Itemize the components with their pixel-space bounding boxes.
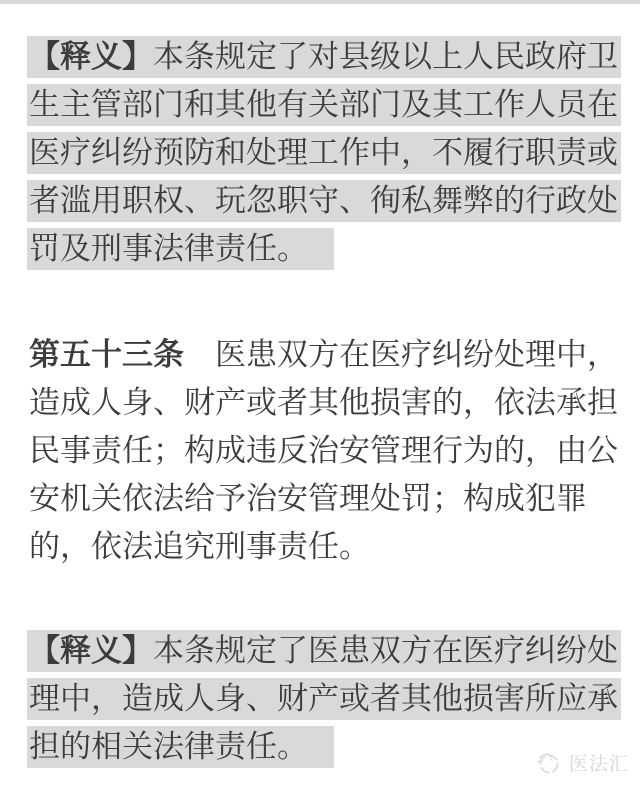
cropped-highlight-strip (0, 0, 640, 4)
text-line: 担的相关法律责任。 (27, 721, 622, 769)
bold-clause-label: 【释义】 (29, 38, 153, 74)
watermark (535, 749, 629, 776)
text-line: 第五十三条 医患双方在医疗纠纷处理中， (29, 336, 618, 372)
article-body (27, 31, 622, 769)
text-line: 造成人身、财产或者其他损害的，依法承担 (29, 384, 618, 420)
text-line: 的，依法追究刑事责任。 (29, 528, 370, 564)
paragraph-article-53 (27, 329, 622, 569)
text-line: 民事责任；构成违反治安管理行为的，由公 (29, 432, 618, 468)
text-line: 者滥用职权、玩忽职守、徇私舞弊的行政处 (27, 175, 622, 223)
yifahui-bird-logo-icon (535, 749, 562, 776)
watermark-label: 医法汇 (568, 754, 629, 775)
text-line: 安机关依法给予治安管理处罚；构成犯罪 (29, 480, 587, 516)
text-line: 理中，造成人身、财产或者其他损害所应承 (27, 673, 622, 721)
paragraph-shiyi-article-53 (27, 625, 622, 769)
text-line: 【释义】本条规定了医患双方在医疗纠纷处 (27, 625, 622, 673)
bold-clause-label: 【释义】 (29, 632, 153, 668)
text-line: 【释义】本条规定了对县级以上人民政府卫 (27, 31, 622, 79)
bold-clause-label: 第五十三条 (29, 336, 184, 372)
text-line: 医疗纠纷预防和处理工作中，不履行职责或 (27, 127, 622, 175)
text-line: 生主管部门和其他有关部门及其工作人员在 (27, 79, 622, 127)
paragraph-shiyi-article-52 (27, 31, 622, 271)
text-line: 罚及刑事法律责任。 (27, 223, 622, 271)
